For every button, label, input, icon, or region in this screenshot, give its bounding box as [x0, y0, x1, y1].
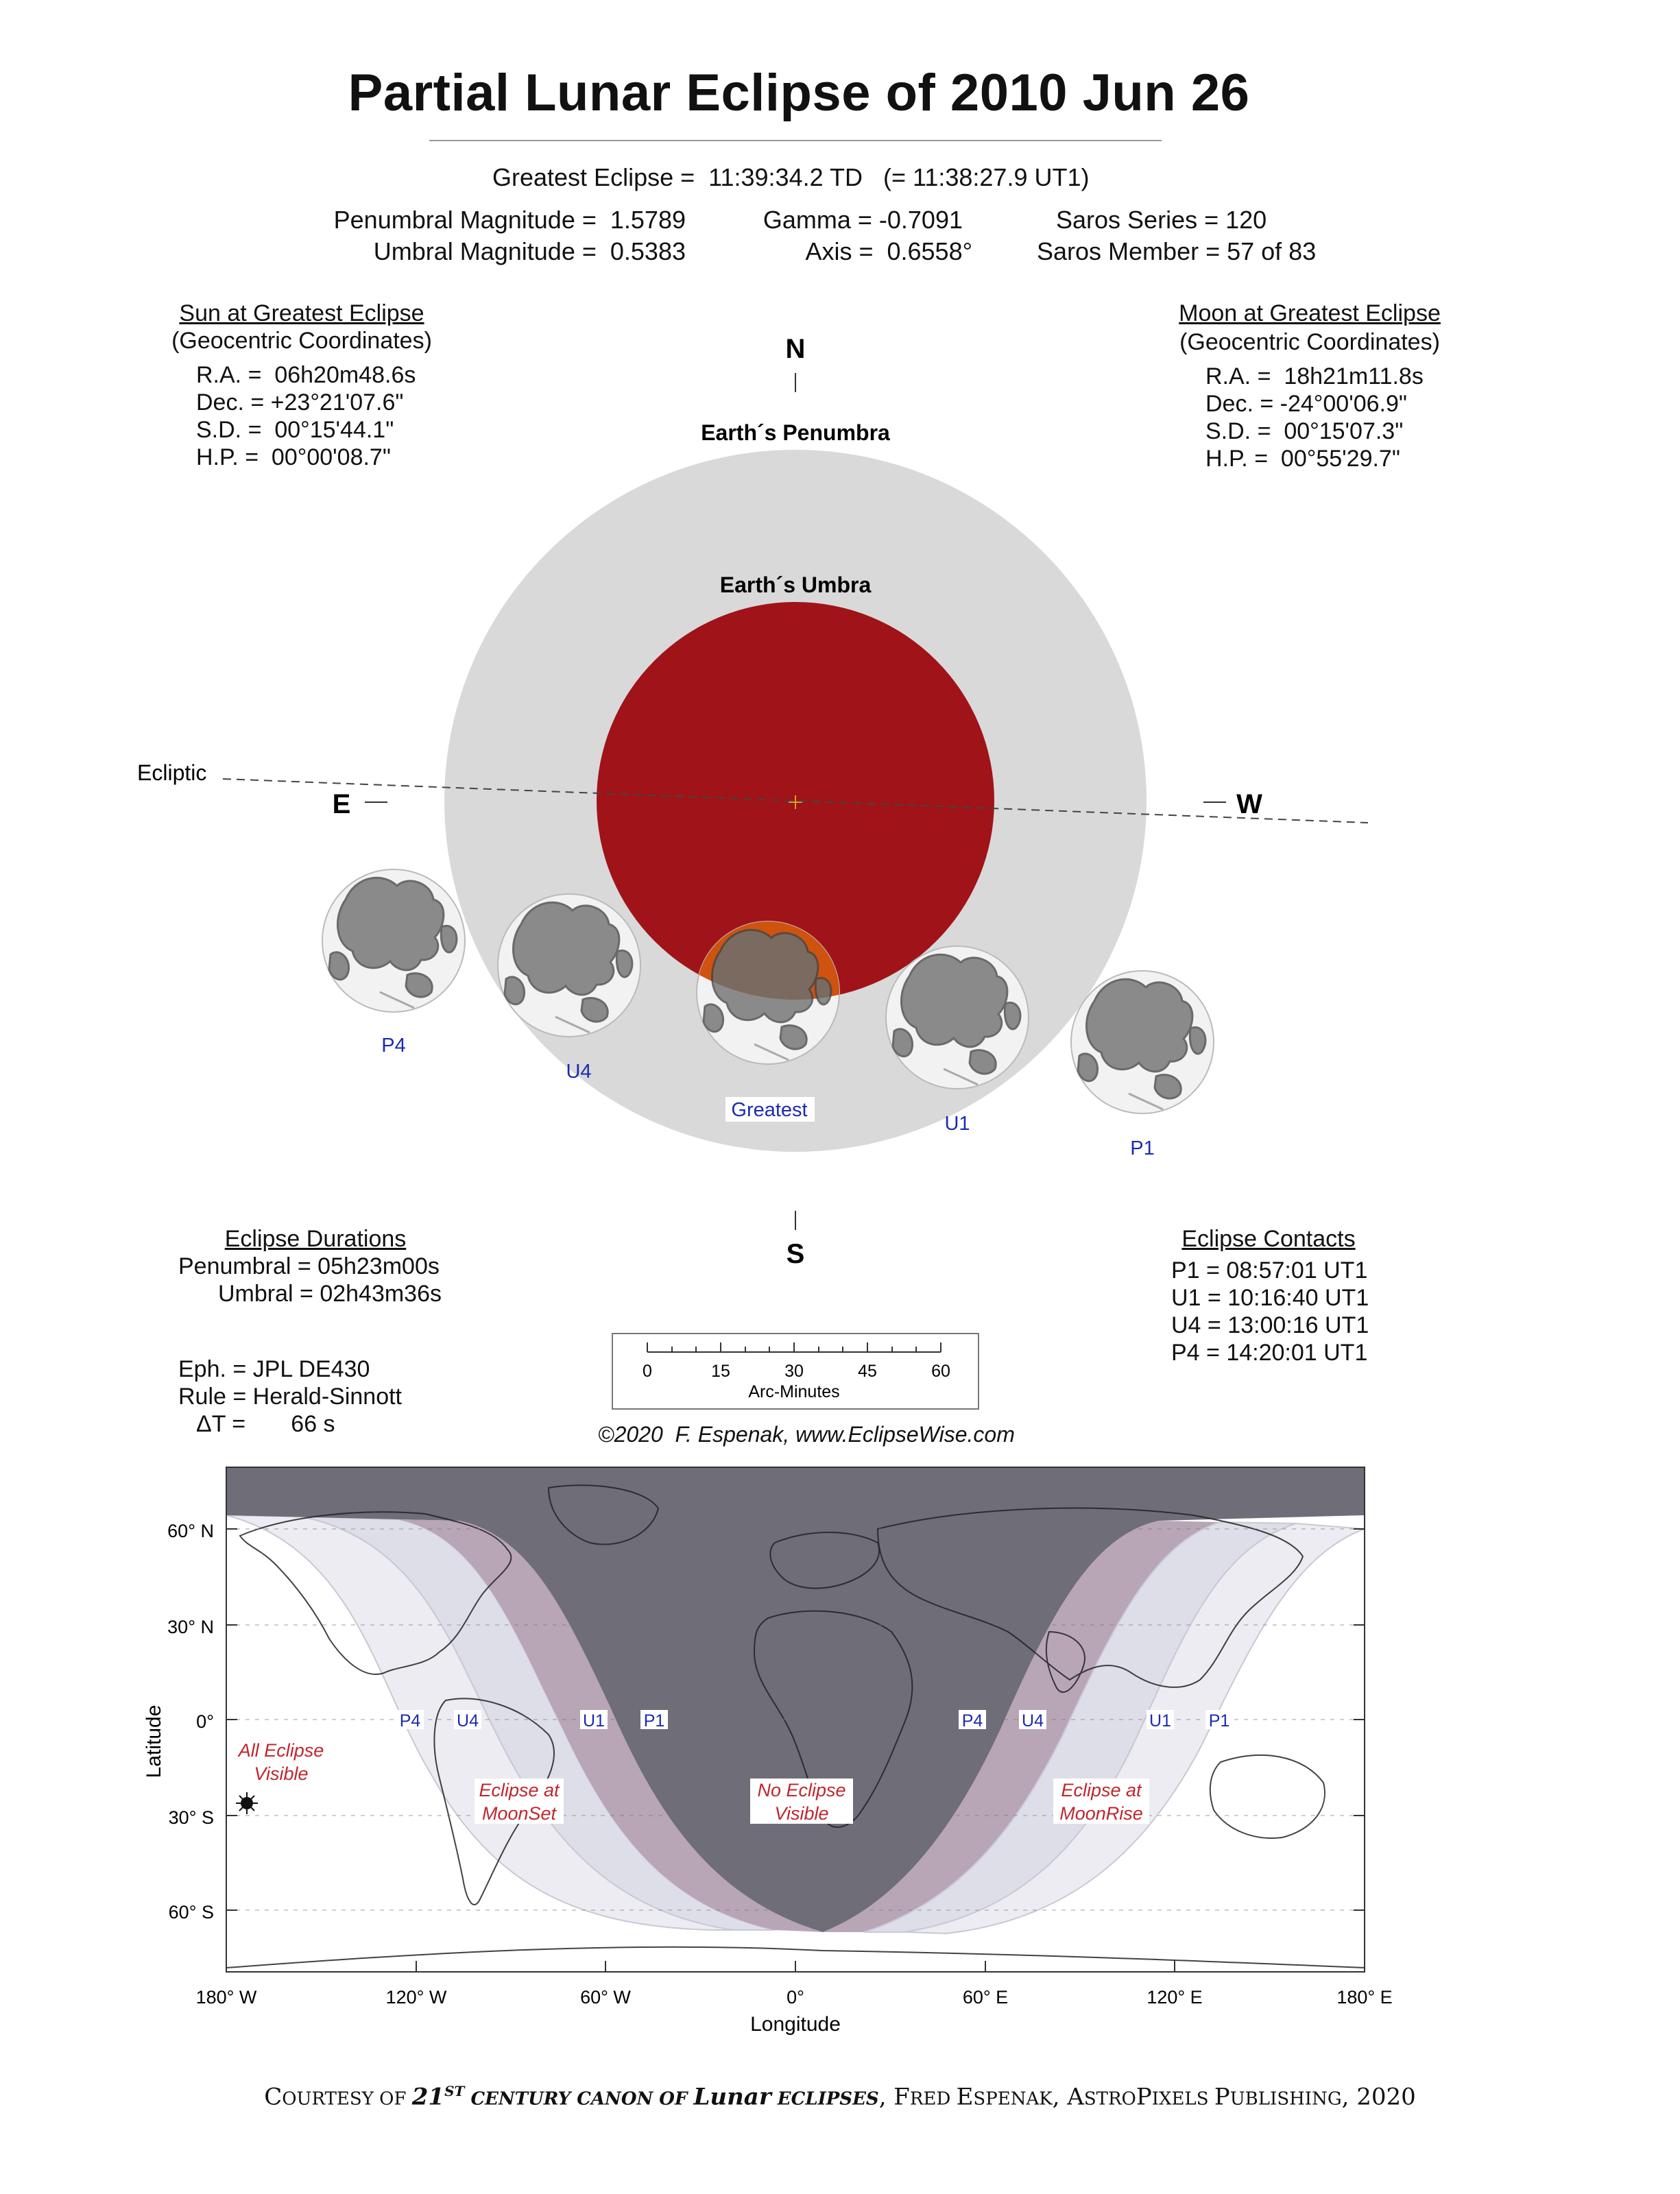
footer-credit: COURTESY OF 21ST CENTURY CANON OF Lunar ECLIPSES, FRED ESPENAK, ASTROPIXELS PUBLISHING, 2020: [264, 2083, 1416, 2111]
latitude-axis-label: Latitude: [143, 1704, 165, 1779]
penumbra-label: Earth´s Penumbra: [701, 420, 890, 445]
map-contact-u1-east: U1: [1149, 1711, 1171, 1731]
map-contact-u4-east: U4: [1022, 1711, 1044, 1731]
lon-tick-180w: 180° W: [195, 1987, 257, 2008]
lat-tick-60n: 60° N: [167, 1521, 214, 1541]
umbra-label: Earth´s Umbra: [719, 572, 872, 597]
moonrise-label-line1: Eclipse at: [1061, 1780, 1142, 1800]
eclipse-diagram: [0, 315, 1680, 1289]
moon-sd: S.D. = 00°15'07.3": [1205, 418, 1404, 444]
lat-tick-30s: 30° S: [168, 1807, 214, 1828]
contact-p1-time: P1 = 08:57:01 UT1: [1171, 1257, 1368, 1283]
scale-tick-45: 45: [858, 1362, 877, 1381]
contact-label-u4: U4: [566, 1061, 592, 1083]
scale-tick-0: 0: [643, 1362, 652, 1381]
sun-heading: Sun at Greatest Eclipse: [179, 300, 424, 326]
sun-ra: R.A. = 06h20m48.6s: [196, 362, 416, 388]
moonset-label-line1: Eclipse at: [479, 1780, 560, 1800]
moon-dec: Dec. = -24°00'06.9": [1205, 391, 1407, 417]
scale-tick-60: 60: [931, 1362, 950, 1381]
contact-u4-time: U4 = 13:00:16 UT1: [1171, 1312, 1369, 1338]
sun-subheading: (Geocentric Coordinates): [171, 328, 432, 354]
moon-u1: [886, 946, 1029, 1089]
moon-ra: R.A. = 18h21m11.8s: [1205, 363, 1424, 389]
no-eclipse-label-line2: Visible: [774, 1803, 829, 1824]
lon-tick-0: 0°: [787, 1987, 804, 2008]
lon-tick-120w: 120° W: [385, 1987, 447, 2008]
scale-unit-label: Arc-Minutes: [748, 1382, 840, 1401]
moon-p1: [1071, 971, 1214, 1113]
rule: Rule = Herald-Sinnott: [178, 1384, 403, 1410]
lat-tick-0: 0°: [196, 1711, 214, 1732]
lat-tick-60s: 60° S: [168, 1902, 214, 1922]
map-contact-p4-east: P4: [961, 1711, 983, 1731]
no-eclipse-label-line1: No Eclipse: [757, 1780, 846, 1800]
scale-tick-30: 30: [784, 1362, 804, 1381]
contact-label-u1: U1: [944, 1113, 970, 1135]
greatest-eclipse-time: Greatest Eclipse = 11:39:34.2 TD (= 11:38:27.9 UT1): [492, 163, 1090, 191]
moon-subheading: (Geocentric Coordinates): [1179, 329, 1440, 355]
ecliptic-label: Ecliptic: [137, 760, 207, 785]
longitude-axis-label: Longitude: [750, 2013, 841, 2036]
lon-tick-120e: 120° E: [1147, 1987, 1203, 2008]
contact-p4-time: P4 = 14:20:01 UT1: [1171, 1340, 1368, 1366]
sun-dec: Dec. = +23°21'07.6": [196, 389, 404, 415]
lon-tick-60e: 60° E: [962, 1987, 1009, 2008]
contact-u1-time: U1 = 10:16:40 UT1: [1171, 1285, 1369, 1311]
penumbral-magnitude: Penumbral Magnitude = 1.5789: [333, 206, 686, 234]
map-contact-p4-west: P4: [399, 1711, 421, 1731]
moonrise-label-line2: MoonRise: [1059, 1803, 1143, 1824]
map-contact-u1-west: U1: [583, 1711, 605, 1731]
delta-t: ΔT = 66 s: [196, 1411, 335, 1437]
moon-p4: [322, 869, 465, 1012]
penumbral-duration: Penumbral = 05h23m00s: [178, 1253, 440, 1279]
north-label: N: [785, 334, 806, 364]
sun-hp: H.P. = 00°00'08.7": [196, 444, 391, 470]
moonset-label-line2: MoonSet: [481, 1803, 557, 1824]
contact-label-greatest: Greatest: [731, 1099, 808, 1121]
contact-label-p4: P4: [381, 1035, 406, 1057]
moon-greatest: [697, 921, 839, 1064]
map-contact-p1-east: P1: [1208, 1711, 1230, 1731]
map-contact-u4-west: U4: [457, 1711, 479, 1731]
umbral-magnitude: Umbral Magnitude = 0.5383: [373, 237, 686, 265]
all-visible-label-line1: All Eclipse: [238, 1740, 324, 1761]
lon-tick-180e: 180° E: [1336, 1987, 1393, 2008]
durations-heading: Eclipse Durations: [224, 1226, 407, 1252]
map-contact-p1-west: P1: [643, 1711, 665, 1731]
moon-hp: H.P. = 00°55'29.7": [1205, 446, 1400, 472]
page-title: Partial Lunar Eclipse of 2010 Jun 26: [348, 64, 1250, 122]
moon-heading: Moon at Greatest Eclipse: [1179, 300, 1441, 326]
axis-value: Axis = 0.6558°: [805, 237, 972, 265]
copyright: ©2020 F. Espenak, www.EclipseWise.com: [598, 1422, 1015, 1447]
title-divider: [429, 140, 1162, 141]
lon-tick-60w: 60° W: [580, 1987, 631, 2008]
umbral-duration: Umbral = 02h43m36s: [218, 1281, 442, 1307]
visibility-map: [137, 1460, 1413, 2077]
all-visible-label-line2: Visible: [254, 1763, 309, 1784]
contacts-heading: Eclipse Contacts: [1181, 1226, 1356, 1252]
scale-tick-15: 15: [711, 1362, 730, 1381]
ephemeris: Eph. = JPL DE430: [178, 1356, 370, 1382]
moon-u4: [498, 894, 640, 1037]
saros-series: Saros Series = 120: [1056, 206, 1267, 234]
gamma-value: Gamma = -0.7091: [763, 206, 963, 234]
east-label: E: [332, 789, 351, 819]
lat-tick-30n: 30° N: [167, 1617, 214, 1637]
arc-minute-scale: [612, 1333, 979, 1410]
contact-label-p1: P1: [1130, 1137, 1155, 1159]
west-label: W: [1236, 789, 1262, 819]
sun-sd: S.D. = 00°15'44.1": [196, 417, 394, 443]
south-label: S: [786, 1239, 805, 1269]
saros-member: Saros Member = 57 of 83: [1037, 237, 1317, 265]
